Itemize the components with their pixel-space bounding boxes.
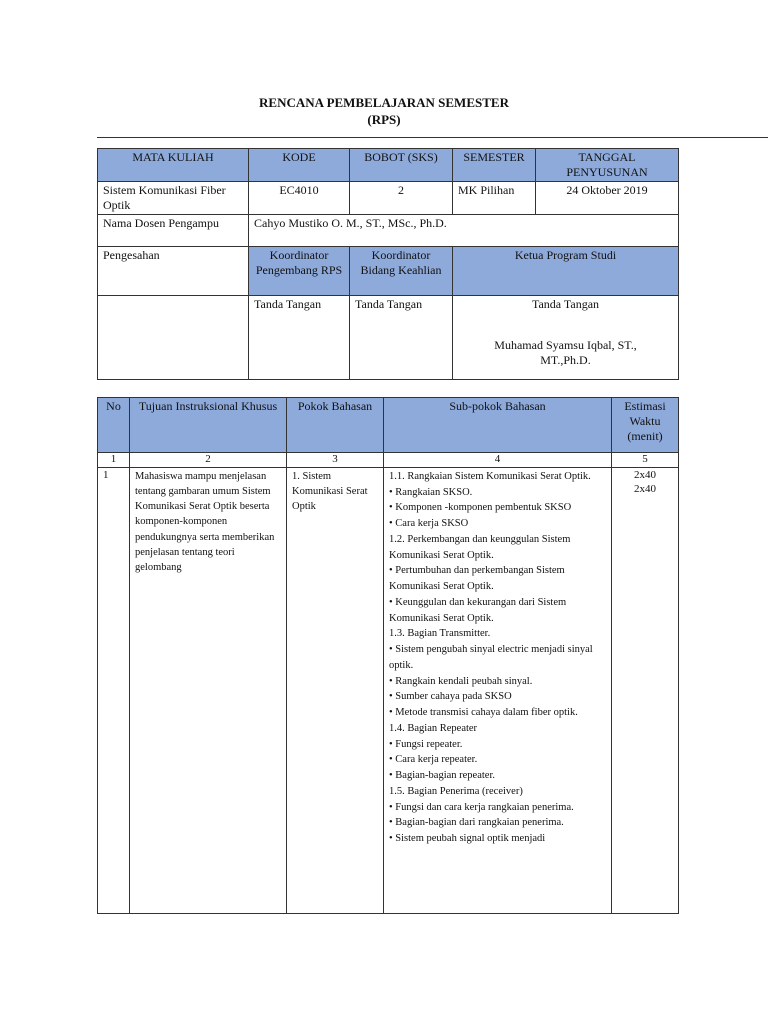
- sub-item: 1.2. Perkembangan dan keunggulan Sistem Komunikasi Serat Optik.: [389, 533, 571, 561]
- value-kode: EC4010: [249, 182, 350, 215]
- header-pokok: Pokok Bahasan: [287, 398, 384, 453]
- estimasi-value-2: 2x40: [634, 482, 656, 495]
- header-tanggal: TANGGAL PENYUSUNAN: [536, 149, 679, 182]
- header-estimasi: Estimasi Waktu (menit): [612, 398, 679, 453]
- sub-item: • Fungsi dan cara kerja rangkaian penerima.: [389, 801, 574, 813]
- header-tujuan: Tujuan Instruksional Khusus: [130, 398, 287, 453]
- sub-item: 1.4. Bagian Repeater: [389, 722, 478, 734]
- dosen-label: Nama Dosen Pengampu: [98, 215, 249, 247]
- sub-item: • Metode transmisi cahaya dalam fiber optik.: [389, 707, 578, 718]
- value-bobot: 2: [350, 182, 453, 215]
- header-bobot: BOBOT (SKS): [350, 149, 453, 182]
- row-tujuan: Mahasiswa mampu menjelasan tentang gambaran umum Sistem Komunikasi Serat Optik beserta komponen-komponen pendukungnya serta memberikan penjelasan tentang teori gelombang: [130, 467, 287, 913]
- sub-item: • Sumber cahaya pada SKSO: [389, 691, 512, 703]
- signature-ketua: Tanda Tangan: [531, 297, 600, 311]
- row-pokok: 1. Sistem Komunikasi Serat Optik: [287, 467, 384, 913]
- header-kode: KODE: [249, 149, 350, 182]
- signature-ketua-cell: [453, 296, 679, 380]
- header-semester: SEMESTER: [453, 149, 536, 182]
- col-number-5: 5: [612, 453, 679, 468]
- sub-item: • Bagian-bagian repeater.: [389, 770, 495, 781]
- signature-koordinator-bidang: Tanda Tangan: [350, 296, 453, 380]
- pengesahan-label: Pengesahan: [98, 247, 249, 296]
- signature-koordinator-rps: Tanda Tangan: [249, 296, 350, 380]
- koordinator-rps-header: Koordinator Pengembang RPS: [249, 247, 350, 296]
- col-number-1: 1: [98, 453, 130, 468]
- ketua-name: Muhamad Syamsu Iqbal, ST., MT.,Ph.D.: [494, 338, 637, 367]
- empty-signature-cell: [98, 296, 249, 380]
- sub-item: • Cara kerja repeater.: [389, 754, 478, 766]
- estimasi-value-1: 2x40: [634, 468, 656, 481]
- col-number-2: 2: [130, 453, 287, 468]
- learning-plan-table: [97, 397, 679, 914]
- ketua-prodi-header: Ketua Program Studi: [453, 247, 679, 296]
- sub-item: 1.5. Bagian Penerima (receiver): [389, 785, 523, 797]
- value-mata-kuliah: Sistem Komunikasi Fiber Optik: [98, 182, 249, 215]
- sub-item: • Pertumbuhan dan perkembangan Sistem Komunikasi Serat Optik.: [389, 565, 565, 592]
- row-estimasi: [612, 467, 679, 913]
- sub-item: 1.3. Bagian Transmitter.: [389, 628, 491, 640]
- sub-item: • Bagian-bagian dari rangkaian penerima.: [389, 817, 564, 829]
- sub-item: • Rangkaian SKSO.: [389, 486, 473, 498]
- sub-item: • Sistem pengubah sinyal electric menjadi sinyal optik.: [389, 644, 593, 671]
- value-tanggal: 24 Oktober 2019: [536, 182, 679, 215]
- sub-item: • Sistem peubah signal optik menjadi: [389, 833, 546, 844]
- sub-item: 1.1. Rangkaian Sistem Komunikasi Serat Optik.: [389, 470, 591, 482]
- header-mata-kuliah: MATA KULIAH: [98, 149, 249, 182]
- koordinator-bidang-header: Koordinator Bidang Keahlian: [350, 247, 453, 296]
- sub-item: • Komponen -komponen pembentuk SKSO: [389, 502, 572, 514]
- document-subtitle: (RPS): [367, 112, 401, 127]
- col-number-3: 3: [287, 453, 384, 468]
- header-sub: Sub-pokok Bahasan: [384, 398, 612, 453]
- dosen-value: Cahyo Mustiko O. M., ST., MSc., Ph.D.: [249, 215, 679, 247]
- sub-item: • Rangkain kendali peubah sinyal.: [389, 675, 533, 687]
- header-no: No: [98, 398, 130, 453]
- row-no: 1: [98, 467, 130, 913]
- col-number-4: 4: [384, 453, 612, 468]
- value-semester: MK Pilihan: [453, 182, 536, 215]
- sub-item: • Cara kerja SKSO: [389, 518, 469, 529]
- document-title: RENCANA PEMBELAJARAN SEMESTER: [259, 95, 509, 110]
- course-info-table: [97, 148, 679, 380]
- row-sub-pokok: [384, 467, 612, 913]
- sub-item: • Fungsi repeater.: [389, 738, 463, 750]
- sub-item: • Keunggulan dan kekurangan dari Sistem Komunikasi Serat Optik.: [389, 596, 567, 624]
- title-divider: [97, 137, 768, 138]
